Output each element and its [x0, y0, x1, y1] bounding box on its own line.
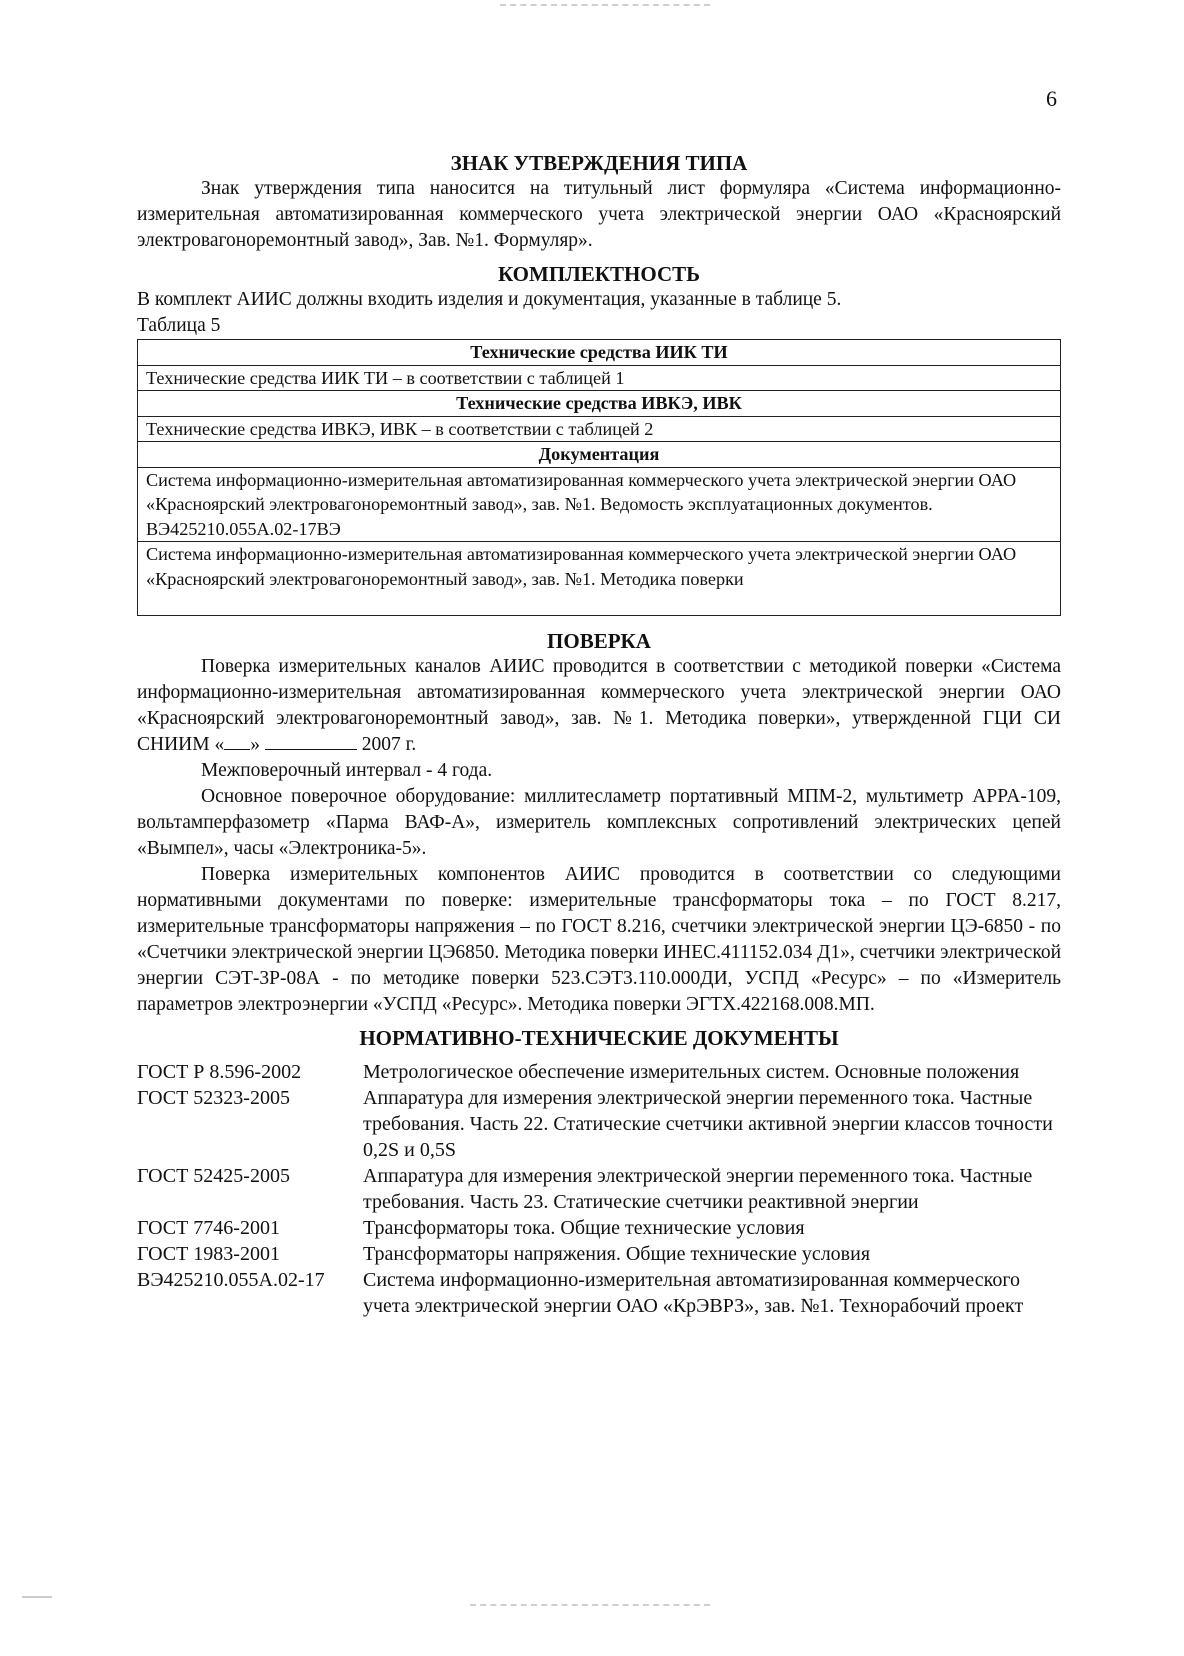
table-group-header: [138, 391, 1061, 417]
doc-title: Аппаратура для измерения электрической энергии переменного тока. Частные требования. Часть 23. Статические счетчики реактивной энергии: [363, 1165, 1033, 1213]
table-row: [138, 467, 1061, 542]
doc-title: Метрологическое обеспечение измерительных систем. Основные положения: [363, 1061, 1020, 1083]
doc-title: Трансформаторы тока. Общие технические условия: [363, 1217, 805, 1239]
verification-p1-text: Поверка измерительных каналов АИИС проводится в соответствии с методикой поверки «Система информационно-измерительная автоматизированная коммерческого учета электрической энергии ОАО «Красноярский электровагоноремонтный завод», зав. №1. Методика поверки», утвержденной ГЦИ СИ СНИИМ «: [137, 656, 1061, 755]
table-cell: Технические средства ИИК ТИ – в соответствии с таблицей 1: [138, 365, 1061, 391]
doc-code: ГОСТ 7746-2001: [137, 1217, 280, 1239]
section-title-normative-docs: НОРМАТИВНО-ТЕХНИЧЕСКИЕ ДОКУМЕНТЫ: [359, 1026, 839, 1050]
doc-code: ГОСТ 1983-2001: [137, 1243, 280, 1265]
verification-interval: Межповерочный интервал - 4 года.: [201, 760, 493, 781]
approval-day-blank: [224, 749, 250, 750]
verification-components: Поверка измерительных компонентов АИИС проводится в соответствии со следующими нормативными документами по поверке: измерительные трансформаторы тока – по ГОСТ 8.217, измерительные трансформаторы напряжения – по ГОСТ 8.216, счетчики электрической энергии ЦЭ-6850 - по «Счетчики электрической энергии ЦЭ6850. Методика поверки ИНЕС.411152.034 Д1», счетчики электрической энергии СЭТ-3Р-08А - по методике поверки 523.СЭТ3.110.000ДИ, УСПД «Ресурс» – по «Измеритель параметров электроэнергии «УСПД «Ресурс». Методика поверки ЭГТХ.422168.008.МП.: [137, 864, 1061, 1015]
doc-title: Аппаратура для измерения электрической энергии переменного тока. Частные требования. Часть 22. Статические счетчики активной энергии классов точности 0,2S и 0,5S: [363, 1087, 1053, 1161]
section-title-verification: ПОВЕРКА: [547, 629, 651, 653]
normative-doc-item: [137, 1215, 1061, 1241]
doc-title: Система информационно-измерительная автоматизированная коммерческого учета электрической энергии ОАО «КрЭВРЗ», зав. №1. Технорабочий проект: [363, 1269, 1024, 1317]
doc-code: ГОСТ Р 8.596-2002: [137, 1061, 302, 1083]
table-group-header: [138, 340, 1061, 366]
doc-code: ВЭ425210.055А.02-17: [137, 1269, 325, 1291]
table-group-header: [138, 442, 1061, 468]
table-row: [138, 365, 1061, 391]
normative-doc-item: [137, 1163, 1061, 1215]
table-group-title: Технические средства ИВКЭ, ИВК: [138, 391, 1061, 417]
completeness-intro: В комплект АИИС должны входить изделия и документация, указанные в таблице 5.: [137, 289, 842, 310]
section-title-completeness: КОМПЛЕКТНОСТЬ: [497, 262, 701, 286]
section-verification: [137, 628, 1061, 1018]
table-group-title: Технические средства ИИК ТИ: [138, 340, 1061, 366]
verification-p1-year: 2007 г.: [356, 734, 417, 755]
doc-code: ГОСТ 52425-2005: [137, 1165, 290, 1187]
scan-artifact-left: [22, 1596, 52, 1598]
normative-docs-list: [137, 1059, 1061, 1319]
verification-paragraph-1: [137, 654, 1061, 758]
verification-p1-mid: »: [250, 734, 265, 755]
section-normative-docs: [137, 1025, 1061, 1319]
table-caption: Таблица 5: [137, 315, 221, 336]
table-row: [138, 542, 1061, 616]
document-body: [137, 150, 1061, 1319]
table-cell: Система информационно-измерительная автоматизированная коммерческого учета электрической энергии ОАО «Красноярский электровагоноремонтный завод», зав. №1. Методика поверки: [138, 542, 1061, 616]
section-title-approval-mark: ЗНАК УТВЕРЖДЕНИЯ ТИПА: [450, 151, 748, 175]
scan-artifact-top: [500, 4, 710, 8]
page-number: 6: [1046, 86, 1057, 111]
normative-doc-item: [137, 1267, 1061, 1319]
table-5: [137, 339, 1061, 616]
section-completeness: [137, 261, 1061, 616]
table-row: [138, 416, 1061, 442]
normative-doc-item: [137, 1241, 1061, 1267]
normative-doc-item: [137, 1085, 1061, 1163]
verification-equipment: Основное поверочное оборудование: миллитесламетр портативный МПМ-2, мультиметр APPA-109, вольтамперфазометр «Парма ВАФ-А», измеритель комплексных сопротивлений электрических цепей «Вымпел», часы «Электроника-5».: [137, 786, 1061, 859]
table-cell: Система информационно-измерительная автоматизированная коммерческого учета электрической энергии ОАО «Красноярский электровагоноремонтный завод», зав. №1. Ведомость эксплуатационных документов. ВЭ425210.055А.02-17ВЭ: [138, 467, 1061, 542]
normative-doc-item: [137, 1059, 1061, 1085]
table-group-title: Документация: [138, 442, 1061, 468]
approval-mark-text: Знак утверждения типа наносится на титульный лист формуляра «Система информационно-измерительная автоматизированная коммерческого учета электрической энергии ОАО «Красноярский электровагоноремонтный завод», Зав. №1. Формуляр».: [137, 178, 1061, 251]
approval-month-blank: [265, 749, 357, 750]
scan-artifact-bottom: [470, 1604, 710, 1608]
doc-title: Трансформаторы напряжения. Общие технические условия: [363, 1243, 871, 1265]
section-approval-mark: [137, 150, 1061, 254]
doc-code: ГОСТ 52323-2005: [137, 1087, 290, 1109]
table-cell: Технические средства ИВКЭ, ИВК – в соответствии с таблицей 2: [138, 416, 1061, 442]
